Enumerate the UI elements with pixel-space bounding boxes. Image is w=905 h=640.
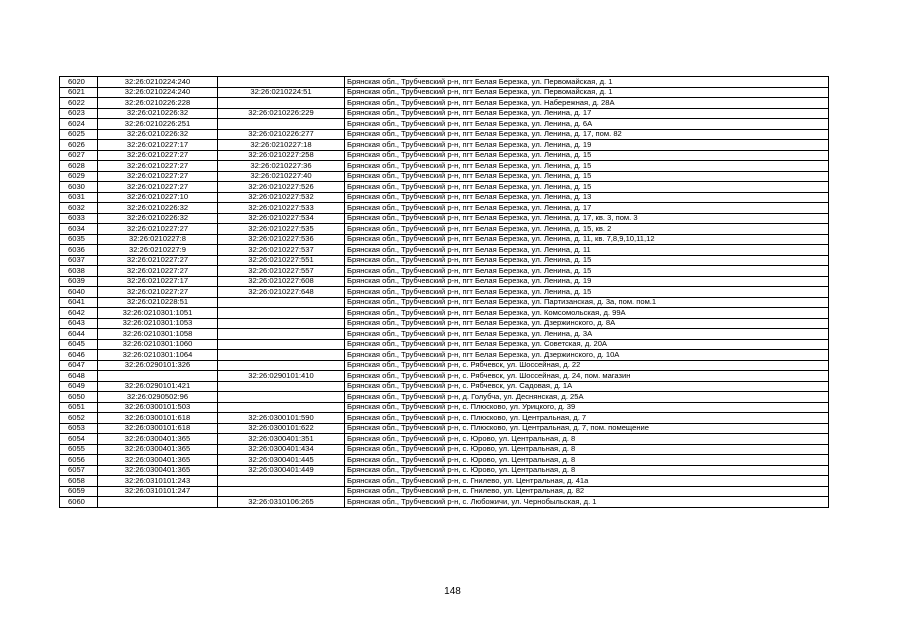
parcel-number-cell: 32:26:0300101:618 — [98, 413, 218, 424]
address-cell: Брянская обл., Трубчевский р-н, пгт Белая Березка, ул. Дзержинского, д. 10А — [345, 350, 829, 361]
parcel-number-cell: 32:26:0300101:618 — [98, 423, 218, 434]
object-number-cell: 32:26:0210227:648 — [218, 287, 345, 298]
parcel-number-cell: 32:26:0290502:96 — [98, 392, 218, 403]
parcel-number-cell: 32:26:0300401:365 — [98, 434, 218, 445]
object-number-cell — [218, 392, 345, 403]
row-number-cell: 6026 — [60, 140, 98, 151]
table-row — [60, 444, 829, 455]
object-number-cell — [218, 77, 345, 88]
parcel-number-cell: 32:26:0210301:1060 — [98, 339, 218, 350]
address-cell: Брянская обл., Трубчевский р-н, пгт Белая Березка, ул. Первомайская, д. 1 — [345, 87, 829, 98]
row-number-cell: 6047 — [60, 360, 98, 371]
table-row — [60, 234, 829, 245]
object-number-cell — [218, 329, 345, 340]
address-cell: Брянская обл., Трубчевский р-н, д. Голубча, ул. Деснянская, д. 25А — [345, 392, 829, 403]
parcel-number-cell: 32:26:0210227:27 — [98, 224, 218, 235]
object-number-cell: 32:26:0210227:526 — [218, 182, 345, 193]
object-number-cell: 32:26:0210227:533 — [218, 203, 345, 214]
row-number-cell: 6023 — [60, 108, 98, 119]
object-number-cell — [218, 402, 345, 413]
table-row — [60, 486, 829, 497]
parcel-number-cell: 32:26:0290101:326 — [98, 360, 218, 371]
parcel-number-cell — [98, 497, 218, 508]
parcel-number-cell: 32:26:0210227:27 — [98, 287, 218, 298]
row-number-cell: 6054 — [60, 434, 98, 445]
object-number-cell — [218, 350, 345, 361]
row-number-cell: 6052 — [60, 413, 98, 424]
address-cell: Брянская обл., Трубчевский р-н, с. Рябчевск, ул. Шоссейная, д. 24, пом. магазин — [345, 371, 829, 382]
address-cell: Брянская обл., Трубчевский р-н, пгт Белая Березка, ул. Ленина, д. 17 — [345, 203, 829, 214]
object-number-cell: 32:26:0300401:351 — [218, 434, 345, 445]
row-number-cell: 6021 — [60, 87, 98, 98]
object-number-cell — [218, 98, 345, 109]
row-number-cell: 6042 — [60, 308, 98, 319]
row-number-cell: 6044 — [60, 329, 98, 340]
address-cell: Брянская обл., Трубчевский р-н, пгт Белая Березка, ул. Ленина, д. 11, кв. 7,8,9,10,11,12 — [345, 234, 829, 245]
object-number-cell: 32:26:0210227:18 — [218, 140, 345, 151]
address-cell: Брянская обл., Трубчевский р-н, пгт Белая Березка, ул. Ленина, д. 15 — [345, 150, 829, 161]
row-number-cell: 6032 — [60, 203, 98, 214]
address-cell: Брянская обл., Трубчевский р-н, пгт Белая Березка, ул. Ленина, д. 15 — [345, 161, 829, 172]
parcel-number-cell: 32:26:0210227:9 — [98, 245, 218, 256]
row-number-cell: 6022 — [60, 98, 98, 109]
parcel-number-cell: 32:26:0310101:243 — [98, 476, 218, 487]
row-number-cell: 6058 — [60, 476, 98, 487]
table-row — [60, 402, 829, 413]
object-number-cell: 32:26:0210227:534 — [218, 213, 345, 224]
table-row — [60, 171, 829, 182]
row-number-cell: 6033 — [60, 213, 98, 224]
table-row — [60, 140, 829, 151]
parcel-number-cell: 32:26:0210226:32 — [98, 129, 218, 140]
registry-table-body — [60, 77, 829, 508]
parcel-number-cell: 32:26:0210227:17 — [98, 140, 218, 151]
object-number-cell: 32:26:0210227:532 — [218, 192, 345, 203]
row-number-cell: 6039 — [60, 276, 98, 287]
row-number-cell: 6051 — [60, 402, 98, 413]
object-number-cell: 32:26:0300101:590 — [218, 413, 345, 424]
row-number-cell: 6020 — [60, 77, 98, 88]
parcel-number-cell: 32:26:0210301:1064 — [98, 350, 218, 361]
table-row — [60, 77, 829, 88]
object-number-cell: 32:26:0210227:551 — [218, 255, 345, 266]
address-cell: Брянская обл., Трубчевский р-н, пгт Белая Березка, ул. Ленина, д. 15 — [345, 287, 829, 298]
parcel-number-cell: 32:26:0210226:32 — [98, 213, 218, 224]
address-cell: Брянская обл., Трубчевский р-н, с. Любожичи, ул. Чернобыльская, д. 1 — [345, 497, 829, 508]
address-cell: Брянская обл., Трубчевский р-н, пгт Белая Березка, ул. Ленина, д. 15 — [345, 171, 829, 182]
object-number-cell — [218, 476, 345, 487]
address-cell: Брянская обл., Трубчевский р-н, пгт Белая Березка, ул. Ленина, д. 19 — [345, 276, 829, 287]
row-number-cell: 6037 — [60, 255, 98, 266]
row-number-cell: 6024 — [60, 119, 98, 130]
parcel-number-cell: 32:26:0300401:365 — [98, 465, 218, 476]
table-row — [60, 203, 829, 214]
object-number-cell — [218, 486, 345, 497]
table-row — [60, 276, 829, 287]
address-cell: Брянская обл., Трубчевский р-н, пгт Белая Березка, ул. Ленина, д. 17, пом. 82 — [345, 129, 829, 140]
object-number-cell — [218, 119, 345, 130]
row-number-cell: 6049 — [60, 381, 98, 392]
object-number-cell: 32:26:0300101:622 — [218, 423, 345, 434]
table-row — [60, 413, 829, 424]
table-row — [60, 297, 829, 308]
address-cell: Брянская обл., Трубчевский р-н, пгт Белая Березка, ул. Дзержинского, д. 8А — [345, 318, 829, 329]
table-row — [60, 497, 829, 508]
table-row — [60, 381, 829, 392]
table-row — [60, 476, 829, 487]
parcel-number-cell: 32:26:0210227:27 — [98, 161, 218, 172]
address-cell: Брянская обл., Трубчевский р-н, пгт Белая Березка, ул. Ленина, д. 3А — [345, 329, 829, 340]
table-row — [60, 150, 829, 161]
parcel-number-cell: 32:26:0210227:27 — [98, 266, 218, 277]
row-number-cell: 6055 — [60, 444, 98, 455]
object-number-cell — [218, 318, 345, 329]
object-number-cell — [218, 339, 345, 350]
table-row — [60, 455, 829, 466]
object-number-cell: 32:26:0300401:434 — [218, 444, 345, 455]
table-row — [60, 423, 829, 434]
address-cell: Брянская обл., Трубчевский р-н, с. Юрово, ул. Центральная, д. 8 — [345, 455, 829, 466]
row-number-cell: 6053 — [60, 423, 98, 434]
object-number-cell: 32:26:0300401:445 — [218, 455, 345, 466]
table-row — [60, 119, 829, 130]
table-row — [60, 182, 829, 193]
parcel-number-cell: 32:26:0210227:27 — [98, 255, 218, 266]
parcel-number-cell: 32:26:0210226:32 — [98, 203, 218, 214]
address-cell: Брянская обл., Трубчевский р-н, пгт Белая Березка, ул. Ленина, д. 11 — [345, 245, 829, 256]
row-number-cell: 6035 — [60, 234, 98, 245]
parcel-number-cell — [98, 371, 218, 382]
object-number-cell — [218, 308, 345, 319]
table-row — [60, 392, 829, 403]
table-row — [60, 360, 829, 371]
object-number-cell: 32:26:0310106:265 — [218, 497, 345, 508]
row-number-cell: 6036 — [60, 245, 98, 256]
table-row — [60, 339, 829, 350]
address-cell: Брянская обл., Трубчевский р-н, с. Гнилево, ул. Центральная, д. 41а — [345, 476, 829, 487]
row-number-cell: 6046 — [60, 350, 98, 361]
object-number-cell: 32:26:0210227:535 — [218, 224, 345, 235]
object-number-cell: 32:26:0210227:557 — [218, 266, 345, 277]
address-cell: Брянская обл., Трубчевский р-н, пгт Белая Березка, ул. Ленина, д. 17 — [345, 108, 829, 119]
object-number-cell: 32:26:0210227:40 — [218, 171, 345, 182]
row-number-cell: 6057 — [60, 465, 98, 476]
address-cell: Брянская обл., Трубчевский р-н, пгт Белая Березка, ул. Ленина, д. 15 — [345, 255, 829, 266]
row-number-cell: 6027 — [60, 150, 98, 161]
address-cell: Брянская обл., Трубчевский р-н, пгт Белая Березка, ул. Ленина, д. 15 — [345, 182, 829, 193]
table-row — [60, 287, 829, 298]
parcel-number-cell: 32:26:0210224:240 — [98, 77, 218, 88]
object-number-cell — [218, 297, 345, 308]
table-row — [60, 308, 829, 319]
address-cell: Брянская обл., Трубчевский р-н, с. Рябчевск, ул. Шоссейная, д. 22 — [345, 360, 829, 371]
row-number-cell: 6031 — [60, 192, 98, 203]
address-cell: Брянская обл., Трубчевский р-н, пгт Белая Березка, ул. Комсомольская, д. 99А — [345, 308, 829, 319]
parcel-number-cell: 32:26:0210301:1053 — [98, 318, 218, 329]
object-number-cell: 32:26:0210227:608 — [218, 276, 345, 287]
row-number-cell: 6029 — [60, 171, 98, 182]
parcel-number-cell: 32:26:0210226:251 — [98, 119, 218, 130]
address-cell: Брянская обл., Трубчевский р-н, пгт Белая Березка, ул. Ленина, д. 13 — [345, 192, 829, 203]
address-cell: Брянская обл., Трубчевский р-н, с. Юрово, ул. Центральная, д. 8 — [345, 444, 829, 455]
table-row — [60, 371, 829, 382]
table-row — [60, 213, 829, 224]
object-number-cell: 32:26:0210227:537 — [218, 245, 345, 256]
address-cell: Брянская обл., Трубчевский р-н, с. Гнилево, ул. Центральная, д. 82 — [345, 486, 829, 497]
table-row — [60, 245, 829, 256]
object-number-cell: 32:26:0210227:36 — [218, 161, 345, 172]
address-cell: Брянская обл., Трубчевский р-н, пгт Белая Березка, ул. Партизанская, д. 3а, пом. пом.1 — [345, 297, 829, 308]
row-number-cell: 6030 — [60, 182, 98, 193]
address-cell: Брянская обл., Трубчевский р-н, с. Юрово, ул. Центральная, д. 8 — [345, 465, 829, 476]
table-row — [60, 350, 829, 361]
parcel-number-cell: 32:26:0300401:365 — [98, 455, 218, 466]
object-number-cell: 32:26:0210227:258 — [218, 150, 345, 161]
address-cell: Брянская обл., Трубчевский р-н, с. Плюсково, ул. Центральная, д. 7 — [345, 413, 829, 424]
address-cell: Брянская обл., Трубчевский р-н, пгт Белая Березка, ул. Набережная, д. 28А — [345, 98, 829, 109]
address-cell: Брянская обл., Трубчевский р-н, пгт Белая Березка, ул. Ленина, д. 6А — [345, 119, 829, 130]
address-cell: Брянская обл., Трубчевский р-н, с. Плюсково, ул. Центральная, д. 7, пом. помещение — [345, 423, 829, 434]
address-cell: Брянская обл., Трубчевский р-н, пгт Белая Березка, ул. Ленина, д. 17, кв. 3, пом. 3 — [345, 213, 829, 224]
object-number-cell — [218, 381, 345, 392]
row-number-cell: 6045 — [60, 339, 98, 350]
parcel-number-cell: 32:26:0210227:27 — [98, 150, 218, 161]
parcel-number-cell: 32:26:0300101:503 — [98, 402, 218, 413]
row-number-cell: 6050 — [60, 392, 98, 403]
table-row — [60, 161, 829, 172]
parcel-number-cell: 32:26:0210227:10 — [98, 192, 218, 203]
parcel-number-cell: 32:26:0210227:8 — [98, 234, 218, 245]
object-number-cell: 32:26:0210226:229 — [218, 108, 345, 119]
table-row — [60, 224, 829, 235]
parcel-number-cell: 32:26:0210228:51 — [98, 297, 218, 308]
parcel-number-cell: 32:26:0210227:27 — [98, 182, 218, 193]
address-cell: Брянская обл., Трубчевский р-н, пгт Белая Березка, ул. Первомайская, д. 1 — [345, 77, 829, 88]
address-cell: Брянская обл., Трубчевский р-н, с. Юрово, ул. Центральная, д. 8 — [345, 434, 829, 445]
table-row — [60, 87, 829, 98]
object-number-cell: 32:26:0210227:536 — [218, 234, 345, 245]
row-number-cell: 6025 — [60, 129, 98, 140]
table-row — [60, 255, 829, 266]
row-number-cell: 6056 — [60, 455, 98, 466]
object-number-cell: 32:26:0300401:449 — [218, 465, 345, 476]
parcel-number-cell: 32:26:0210301:1051 — [98, 308, 218, 319]
table-row — [60, 192, 829, 203]
parcel-number-cell: 32:26:0210226:228 — [98, 98, 218, 109]
row-number-cell: 6040 — [60, 287, 98, 298]
row-number-cell: 6041 — [60, 297, 98, 308]
page-number: 148 — [444, 586, 461, 597]
table-row — [60, 98, 829, 109]
table-row — [60, 318, 829, 329]
address-cell: Брянская обл., Трубчевский р-н, пгт Белая Березка, ул. Ленина, д. 15 — [345, 266, 829, 277]
row-number-cell: 6034 — [60, 224, 98, 235]
table-row — [60, 108, 829, 119]
parcel-number-cell: 32:26:0210227:27 — [98, 171, 218, 182]
table-row — [60, 329, 829, 340]
parcel-number-cell: 32:26:0310101:247 — [98, 486, 218, 497]
registry-table — [59, 76, 829, 508]
row-number-cell: 6043 — [60, 318, 98, 329]
table-row — [60, 465, 829, 476]
address-cell: Брянская обл., Трубчевский р-н, с. Рябчевск, ул. Садовая, д. 1А — [345, 381, 829, 392]
parcel-number-cell: 32:26:0290101:421 — [98, 381, 218, 392]
object-number-cell: 32:26:0290101:410 — [218, 371, 345, 382]
table-row — [60, 129, 829, 140]
parcel-number-cell: 32:26:0210226:32 — [98, 108, 218, 119]
object-number-cell: 32:26:0210226:277 — [218, 129, 345, 140]
parcel-number-cell: 32:26:0210301:1058 — [98, 329, 218, 340]
object-number-cell — [218, 360, 345, 371]
parcel-number-cell: 32:26:0210224:240 — [98, 87, 218, 98]
row-number-cell: 6060 — [60, 497, 98, 508]
table-row — [60, 266, 829, 277]
parcel-number-cell: 32:26:0210227:17 — [98, 276, 218, 287]
object-number-cell: 32:26:0210224:51 — [218, 87, 345, 98]
row-number-cell: 6048 — [60, 371, 98, 382]
parcel-number-cell: 32:26:0300401:365 — [98, 444, 218, 455]
row-number-cell: 6059 — [60, 486, 98, 497]
address-cell: Брянская обл., Трубчевский р-н, пгт Белая Березка, ул. Ленина, д. 15, кв. 2 — [345, 224, 829, 235]
table-row — [60, 434, 829, 445]
address-cell: Брянская обл., Трубчевский р-н, с. Плюсково, ул. Урицкого, д. 39 — [345, 402, 829, 413]
row-number-cell: 6028 — [60, 161, 98, 172]
row-number-cell: 6038 — [60, 266, 98, 277]
address-cell: Брянская обл., Трубчевский р-н, пгт Белая Березка, ул. Ленина, д. 19 — [345, 140, 829, 151]
address-cell: Брянская обл., Трубчевский р-н, пгт Белая Березка, ул. Советская, д. 20А — [345, 339, 829, 350]
